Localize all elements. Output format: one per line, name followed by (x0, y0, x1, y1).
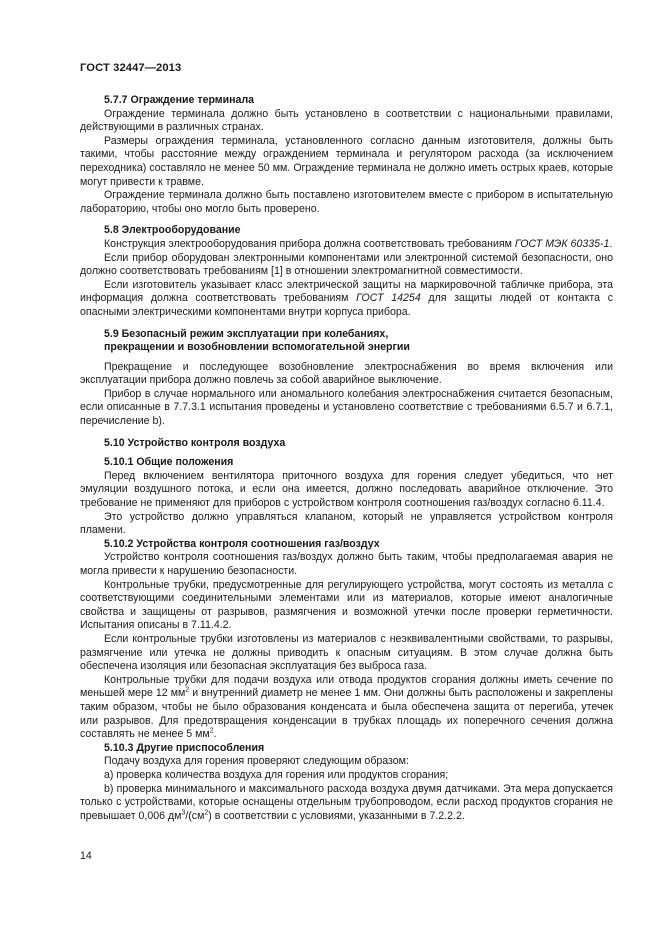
text-run: ) в соответствии с условиями, указанными в 7.2.2.2. (208, 809, 465, 822)
paragraph: Ограждение терминала должно быть установлено в соответствии с национальными правилами, действующими в различных странах. (80, 107, 613, 134)
paragraph (80, 238, 613, 252)
section-5-10-1-title: 5.10.1 Общие положения (104, 456, 234, 469)
paragraph: Прекращение и последующее возобновление электроснабжения во время включения или эксплуатации прибора должно повлечь за собой аварийное выключение. (80, 360, 613, 387)
paragraph (80, 674, 613, 742)
text-run: /(см (185, 809, 205, 822)
standard-reference: ГОСТ МЭК 60335-1 (514, 237, 610, 250)
text-run: Если изготовитель указывает класс электрической защиты на маркировочной табличке прибора, эта информация должна соответствовать требованиям (80, 278, 613, 305)
superscript: 2 (204, 809, 209, 817)
page-number: 14 (80, 850, 92, 862)
text-run: . (213, 728, 217, 741)
section-5-10-3-title: 5.10.3 Другие приспособления (104, 741, 265, 754)
text-run: и внутренний диаметр не менее 1 мм. Они должны быть расположены и закреплены таким образом, чтобы не было образования конденсата и была обеспечена защита от перегиба, утечек или разрывов. Для предотвращения конденсации в трубках площадь их поперечного сечения должна составлять не менее 5 мм (80, 687, 614, 741)
standard-reference: ГОСТ 14254 (356, 292, 421, 305)
paragraph: Контрольные трубки, предусмотренные для регулирующего устройства, могут состоять из металла с соответствующими соединительными элементами или из материалов, которые имеют аналогичные свойства и защищены от разрывов, размягчения и возможной утечки после проверки герметичности. Испытания описаны в 7.11.4.2. (80, 578, 613, 632)
text-run: . (609, 237, 613, 250)
section-5-10-2-title: 5.10.2 Устройства контроля соотношения газ/воздух (104, 537, 380, 550)
page-body (80, 94, 613, 823)
paragraph: Перед включением вентилятора приточного воздуха для горения следует убедиться, что нет эмуляции воздушного потока, и если она имеется, должно последовать аварийное отключение. Это требование не применяют для приборов с устройством контроля соотношения газ/воздух согласно 6.11.4. (80, 469, 613, 510)
section-5-10-title: 5.10 Устройство контроля воздуха (104, 436, 286, 449)
list-item (80, 783, 613, 824)
paragraph: Ограждение терминала должно быть поставлено изготовителем вместе с прибором в испытательную лабораторию, чтобы оно могло быть проверено. (80, 189, 613, 215)
paragraph: Устройство контроля соотношения газ/воздух должно быть таким, чтобы предполагаемая авария не могла привести к нарушению безопасности. (80, 551, 613, 577)
paragraph: Подачу воздуха для горения проверяют следующим образом: (104, 755, 409, 768)
superscript: 2 (209, 727, 214, 735)
section-5-9-title-line2: прекращении и возобновлении вспомогательной энергии (104, 341, 410, 354)
text-run: Контрольные трубки для подачи воздуха или отвода продуктов сгорания должны иметь сечение по меньшей мере 12 мм (80, 673, 613, 700)
paragraph: Если прибор оборудован электронными компонентами или электронной системой безопасности, оно должно соответствовать требованиям [1] в отношении электромагнитной совместимости. (80, 251, 613, 278)
section-5-7-7-title: 5.7.7 Ограждение терминала (104, 94, 255, 106)
list-item: a) проверка количества воздуха для горения или продуктов сгорания; (104, 768, 449, 781)
superscript: 2 (185, 686, 190, 694)
paragraph: Это устройство должно управляться клапаном, который не управляется устройством контроля пламени. (80, 510, 613, 537)
section-5-8-title: 5.8 Электрооборудование (104, 224, 241, 237)
paragraph: Если контрольные трубки изготовлены из материалов с неэквивалентными свойствами, то разрывы, размягчение или утечка не должны приводить к опасным ситуациям. В этом случае должна быть обеспечена изоляция или безопасная эксплуатация без выброса газа. (80, 632, 613, 673)
text-run: Конструкция электрооборудования прибора должна соответствовать требованиям (104, 237, 515, 250)
section-5-9-title-line1: 5.9 Безопасный режим эксплуатации при колебаниях, (104, 327, 389, 340)
paragraph: Прибор в случае нормального или аномального колебания электроснабжения считается безопасным, если описанные в 7.7.3.1 испытания проведены и установлено соответствие с требованиями 6.5.7 и 6.7.1, перечисление b). (80, 387, 613, 428)
superscript: 3 (181, 809, 186, 817)
paragraph: Размеры ограждения терминала, установленного согласно данным изготовителя, должны быть такими, чтобы расстояние между ограждением терминала и регулятором расхода (за исключением переходника) составляло не менее 50 мм. Ограждение терминала не должно иметь острых краев, которые могут привести к травме. (80, 134, 613, 188)
paragraph (80, 279, 613, 320)
text-run: b) проверка минимального и максимального расхода воздуха двумя датчиками. Эта мера допускается только с устройствами, которые оснащены отдельным трубопроводом, если расход продуктов сгорания не превышает 0,006 дм (80, 782, 613, 822)
text-run: для защиты людей от контакта с опасными электрическими компонентами внутри корпуса прибора. (80, 292, 614, 318)
document-code-header: ГОСТ 32447—2013 (80, 62, 182, 74)
